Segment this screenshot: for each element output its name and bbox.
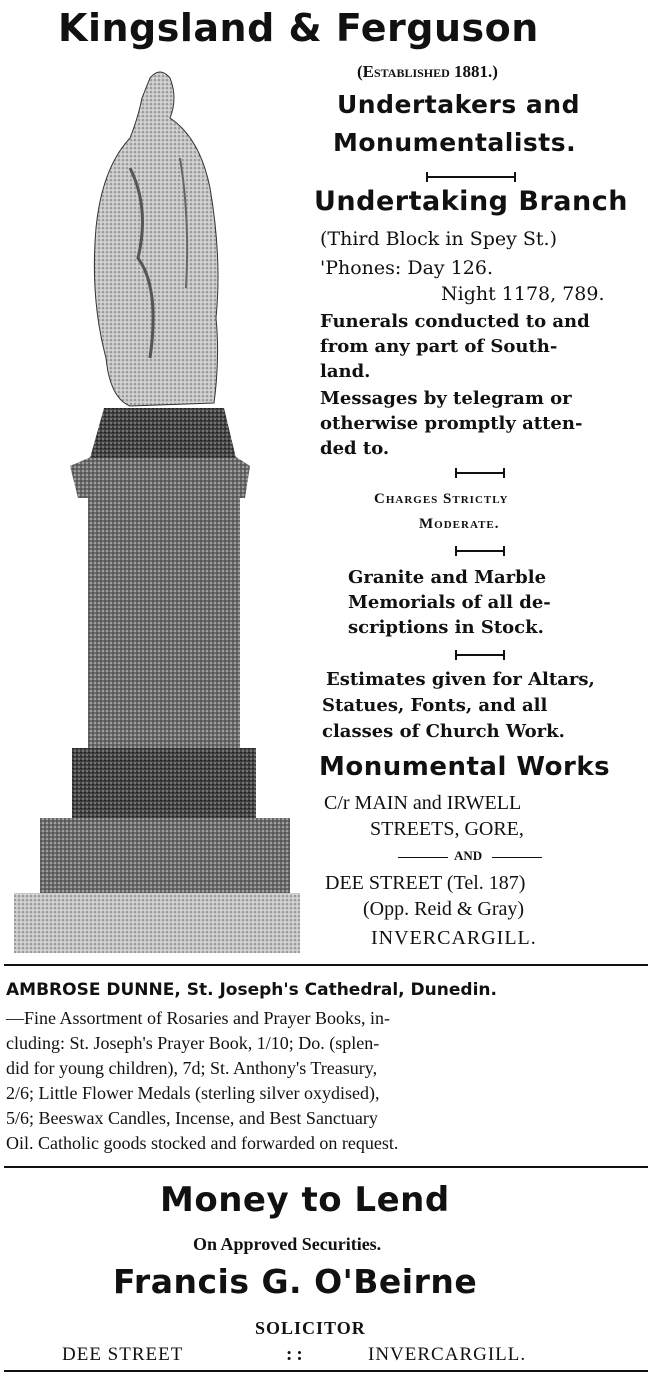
funerals-line-2: from any part of South-	[320, 336, 558, 357]
ad3-role: SOLICITOR	[255, 1318, 366, 1338]
ad3-street: DEE STREET	[62, 1344, 184, 1365]
messages-line-3: ded to.	[320, 438, 390, 459]
ad-separator-1	[4, 964, 648, 966]
estimates-line-3: classes of Church Work.	[322, 721, 565, 742]
phones-line-1: 'Phones: Day 126.	[320, 257, 493, 279]
branch-location: (Third Block in Spey St.)	[320, 228, 558, 250]
works-address-2: STREETS, GORE,	[370, 818, 524, 840]
ad2-line-1: AMBROSE DUNNE, St. Joseph's Cathedral, Dunedin.	[6, 980, 497, 1000]
statue-figure	[94, 72, 218, 406]
pedestal-shaft	[88, 498, 240, 748]
ad3-securities: On Approved Securities.	[193, 1234, 382, 1254]
ad3-headline: Money to Lend	[160, 1180, 450, 1220]
opposite-line: (Opp. Reid & Gray)	[363, 898, 525, 920]
granite-line-2: Memorials of all de-	[348, 592, 551, 613]
ad2-line-4: did for young children), 7d; St. Anthony's Treasury,	[6, 1058, 378, 1078]
granite-line-1: Granite and Marble	[348, 567, 547, 588]
ad2-line-7: Oil. Catholic goods stocked and forwarded on request.	[6, 1133, 399, 1153]
works-address-1: C/r MAIN and IRWELL	[324, 792, 522, 814]
bottom-rule	[4, 1370, 648, 1372]
funerals-line-1: Funerals conducted to and	[320, 311, 590, 332]
works-heading: Monumental Works	[319, 752, 611, 782]
subtitle-line-2: Monumentalists.	[333, 128, 577, 157]
estimates-line-2: Statues, Fonts, and all	[322, 695, 548, 716]
ad2-line-6: 5/6; Beeswax Candles, Incense, and Best Sanctuary	[6, 1108, 378, 1128]
ad2-line-5: 2/6; Little Flower Medals (sterling silver oxydised),	[6, 1083, 380, 1103]
divider-2	[455, 472, 505, 474]
ad1-title: Kingsland & Ferguson	[58, 6, 539, 50]
and-divider	[398, 848, 542, 868]
charges-line-1: Charges Strictly	[374, 491, 509, 507]
messages-line-1: Messages by telegram or	[320, 388, 572, 409]
established-line: (Established 1881.)	[357, 62, 498, 81]
pedestal-capital	[70, 453, 250, 498]
dee-street-line: DEE STREET (Tel. 187)	[325, 872, 526, 894]
funerals-line-3: land.	[320, 361, 371, 382]
subtitle-line-1: Undertakers and	[337, 90, 580, 119]
branch-heading: Undertaking Branch	[314, 186, 628, 217]
estimates-line-1: Estimates given for Altars,	[326, 669, 595, 690]
ad-separator-2	[4, 1166, 648, 1168]
ad1-city: INVERCARGILL.	[371, 927, 537, 949]
divider-1	[426, 176, 516, 178]
phones-line-2: Night 1178, 789.	[441, 283, 605, 305]
granite-line-3: scriptions in Stock.	[348, 617, 544, 638]
messages-line-2: otherwise promptly atten-	[320, 413, 583, 434]
charges-line-2: Moderate.	[419, 516, 500, 532]
ad2-line-3: cluding: St. Joseph's Prayer Book, 1/10; Do. (splen-	[6, 1033, 380, 1053]
pedestal-base	[14, 893, 300, 953]
and-label: AND	[454, 848, 483, 863]
ad3-separator: ::	[286, 1344, 307, 1365]
ad3-city: INVERCARGILL.	[368, 1344, 527, 1365]
divider-3	[455, 550, 505, 552]
statue-illustration	[10, 58, 310, 958]
divider-4	[455, 654, 505, 656]
ad2-line-2: —Fine Assortment of Rosaries and Prayer Books, in-	[6, 1008, 390, 1028]
ad3-name: Francis G. O'Beirne	[113, 1262, 478, 1301]
